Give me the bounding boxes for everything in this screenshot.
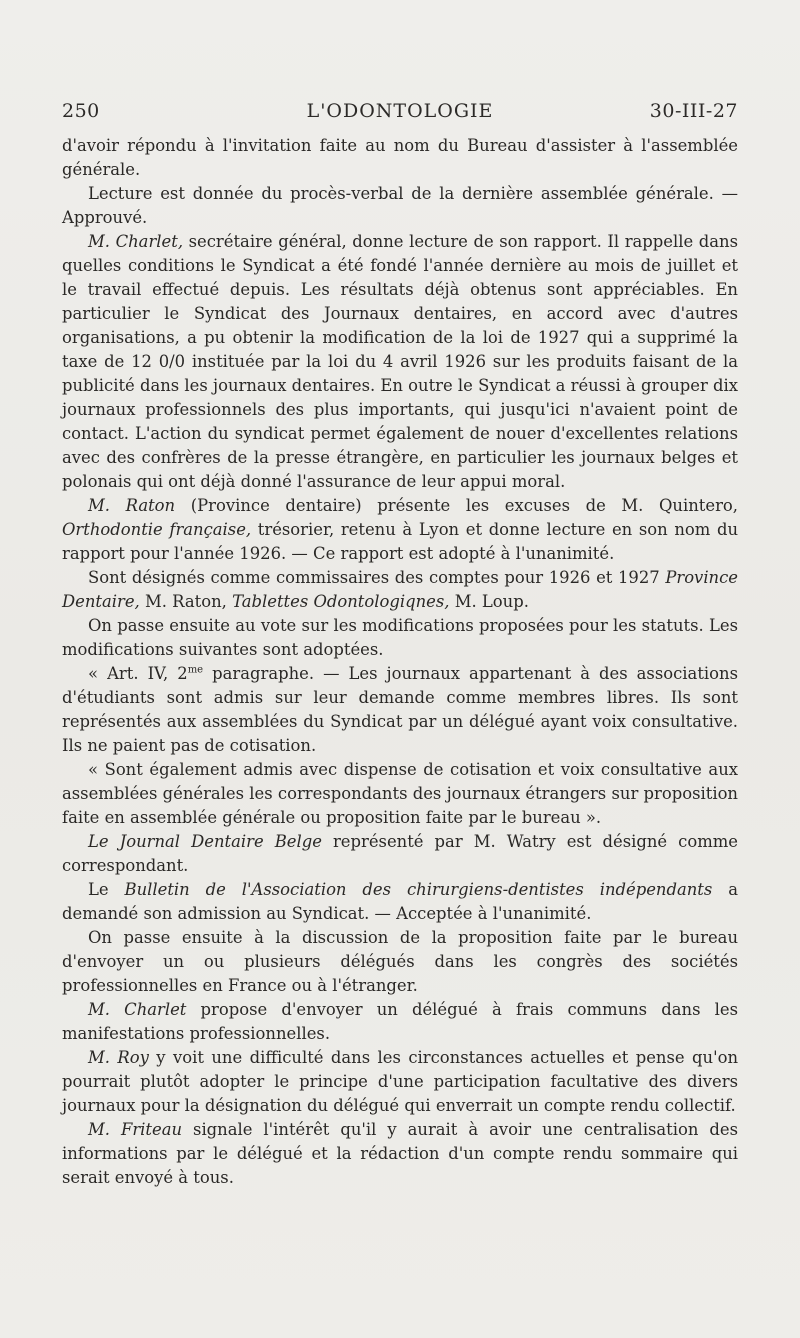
journal-name: Le Journal Dentaire Belge [88,832,322,851]
paragraph-13 [62,1046,738,1118]
journal-name: Orthodontie française, [62,520,252,539]
paragraph-text: d'avoir répondu à l'invitation faite au nom du Bureau d'assister à l'assemblée générale. [62,136,738,179]
paragraph-12 [62,998,738,1046]
paragraph-3 [62,230,738,494]
speaker-name: M. Raton [88,496,176,515]
paragraph-9 [62,830,738,878]
paragraph-text: Le [88,880,125,899]
page-number: 250 [62,100,100,122]
speaker-name: M. Charlet [88,1000,187,1019]
paragraph-text: a demandé son admission au Syndicat. — Acceptée à l'unanimité. [62,880,739,923]
journal-name: Bulletin de l'Association des chirurgiens-dentistes indépendants [124,880,713,899]
paragraph-text: Lecture est donnée du procès-verbal de la dernière assemblée générale. — Approuvé. [62,184,738,227]
ordinal-superscript: me [187,664,204,676]
paragraph-text: représenté par M. Watry est désigné comme correspondant. [62,832,738,875]
journal-name: Tablettes Odontologiqnes, [232,592,450,611]
paragraph-text: M. Raton, [139,592,233,611]
paragraph-text: M. Loup. [449,592,529,611]
paragraph-text: trésorier, retenu à Lyon et donne lecture en son nom du rapport pour l'année 1926. — Ce rapport est adopté à l'unanimité. [62,520,738,563]
paragraph-7 [62,662,738,758]
paragraph-8 [62,758,738,830]
paragraph-text: « Art. IV, 2 [88,664,188,683]
paragraph-text: propose d'envoyer un délégué à frais communs dans les manifestations professionnelles. [62,1000,738,1043]
speaker-name: M. Roy [88,1048,149,1067]
journal-title: L'ODONTOLOGIE [306,100,494,122]
paragraph-text: On passe ensuite à la discussion de la proposition faite par le bureau d'envoyer un ou plusieurs délégués dans les congrès des sociétés professionnelles en France ou à l'étranger. [62,928,738,995]
paragraph-text: y voit une difficulté dans les circonstances actuelles et pense qu'on pourrait plutôt adopter le principe d'une participation facultative des divers journaux pour la désignation du délégué qui enverrait un compte rendu collectif. [62,1048,739,1115]
paragraph-text: secrétaire général, donne lecture de son rapport. Il rappelle dans quelles conditions le Syndicat a été fondé l'année dernière au mois de juillet et le travail effectué depuis. Les résultats déjà obtenus sont appréciables. En particulier le Syndicat des Journaux dentaires, en accord avec d'autres organisations, a pu obtenir la modification de la loi de 1927 qui a supprimé la taxe de 12 0/0 instituée par la loi du 4 avril 1926 sur les produits faisant de la publicité dans les journaux dentaires. En outre le Syndicat a réussi à grouper dix journaux professionnels des plus importants, qui jusqu'ici n'avaient point de contact. L'action du syndicat permet également de nouer d'excellentes relations avec des confrères de la presse étrangère, en particulier les journaux belges et polonais qui ont déjà donné l'assurance de leur appui moral. [62,232,738,491]
paragraph-11 [62,926,738,998]
journal-name: Province Dentaire, [62,568,738,611]
paragraph-14 [62,1118,738,1190]
running-head [62,100,738,128]
paragraph-text: « Sont également admis avec dispense de cotisation et voix consultative aux assemblées générales les correspondants des journaux étrangers sur proposition faite en assemblée générale ou proposition faite par le bureau ». [62,760,738,827]
paragraph-4 [62,494,738,566]
paragraph-6 [62,614,738,662]
paragraph-1 [62,134,738,182]
paragraph-text: (Province dentaire) présente les excuses de M. Quintero, [175,496,738,515]
paragraph-5 [62,566,738,614]
paragraph-text: paragraphe. — Les journaux appartenant à des associations d'étudiants sont admis sur leur demande comme membres libres. Ils sont représentés aux assemblées du Syndicat par un délégué ayant voix consultative. Ils ne paient pas de cotisation. [62,664,738,755]
paragraph-10 [62,878,738,926]
paragraph-text: signale l'intérêt qu'il y aurait à avoir une centralisation des informations par le délégué et la rédaction d'un compte rendu sommaire qui serait envoyé à tous. [62,1120,738,1187]
paragraph-2 [62,182,738,230]
paragraph-text: On passe ensuite au vote sur les modifications proposées pour les statuts. Les modifications suivantes sont adoptées. [62,616,738,659]
paragraph-text: Sont désignés comme commissaires des comptes pour 1926 et 1927 [88,568,666,587]
speaker-name: M. Friteau [88,1120,183,1139]
speaker-name: M. Charlet, [88,232,184,251]
issue-date: 30-III-27 [649,100,738,122]
body-text [62,134,738,1190]
